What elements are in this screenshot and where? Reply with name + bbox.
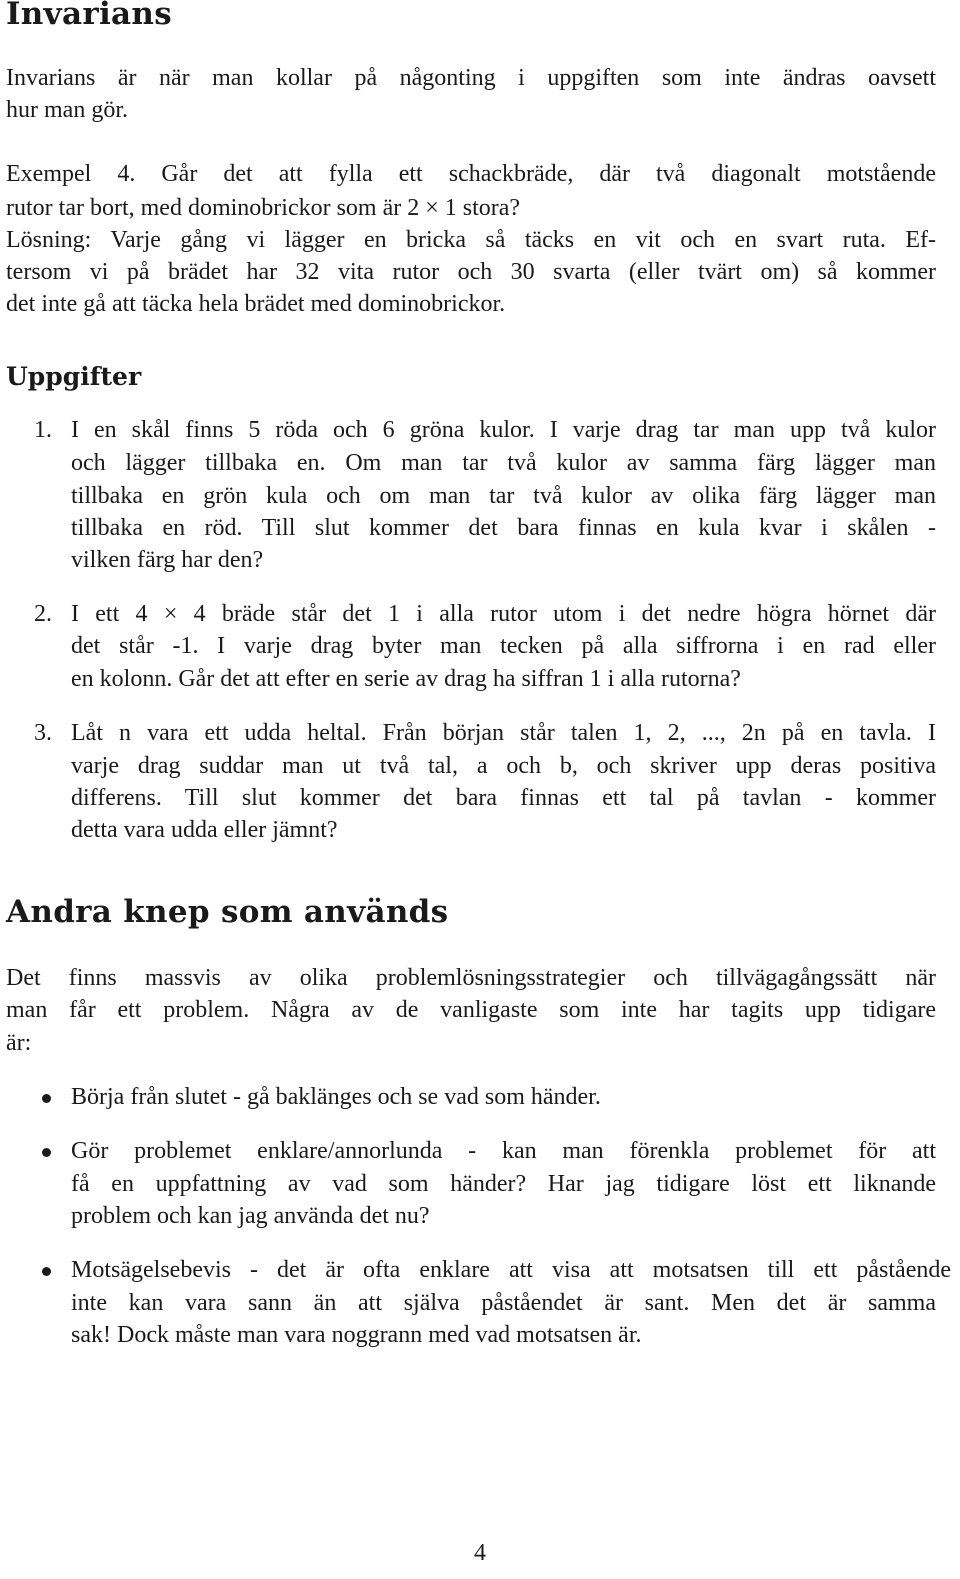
text-line: tersom vi på brädet har 32 vita rutor och 30 svarta (eller tvärt om) så kommer xyxy=(6,259,936,285)
text-line: varje drag suddar man ut två tal, a och b, och skriver upp deras positiva xyxy=(71,753,936,779)
text-line: I en skål finns 5 röda och 6 gröna kulor. I varje drag tar man upp två kulor xyxy=(71,417,936,443)
text-line: Låt n vara ett udda heltal. Från början står talen 1, 2, ..., 2n på en tavla. I xyxy=(71,720,936,746)
section-title-andra-knep: Andra knep som används xyxy=(6,894,449,930)
exercise-number: 1. xyxy=(34,417,52,443)
text-line: Börja från slutet - gå baklänges och se vad som händer. xyxy=(71,1084,601,1110)
bullet-icon xyxy=(42,1267,51,1276)
text-line: Lösning: Varje gång vi lägger en bricka så täcks en vit och en svart ruta. Ef- xyxy=(6,227,936,253)
text-line: tillbaka en grön kula och om man tar två kulor av olika färg lägger man xyxy=(71,483,936,509)
text-line: sak! Dock måste man vara noggrann med vad motsatsen är. xyxy=(71,1322,642,1348)
bullet-icon xyxy=(42,1094,51,1103)
text-line: en kolonn. Går det att efter en serie av drag ha siffran 1 i alla rutorna? xyxy=(71,666,741,692)
text-line: I ett 4 × 4 bräde står det 1 i alla rutor utom i det nedre högra hörnet där xyxy=(71,601,936,627)
text-line: man får ett problem. Några av de vanligaste som inte har tagits upp tidigare xyxy=(6,997,936,1023)
text-line: Invarians är när man kollar på någonting i uppgiften som inte ändras oavsett xyxy=(6,65,936,91)
text-line: hur man gör. xyxy=(6,97,128,123)
text-line: det inte gå att täcka hela brädet med dominobrickor. xyxy=(6,291,506,317)
section-title-invarians: Invarians xyxy=(6,0,173,32)
text-line: problem och kan jag använda det nu? xyxy=(71,1203,430,1229)
text-line: tillbaka en röd. Till slut kommer det bara finnas en kula kvar i skålen - xyxy=(71,515,936,541)
text-line: Gör problemet enklare/annorlunda - kan man förenkla problemet för att xyxy=(71,1138,936,1164)
text-line: och lägger tillbaka en. Om man tar två kulor av samma färg lägger man xyxy=(71,450,936,476)
text-line: rutor tar bort, med dominobrickor som är 2 × 1 stora? xyxy=(6,195,521,221)
exercise-number: 3. xyxy=(34,720,52,746)
exercise-number: 2. xyxy=(34,601,52,627)
page-number: 4 xyxy=(474,1540,486,1566)
text-line: vilken färg har den? xyxy=(71,547,264,573)
text-line: Motsägelsebevis - det är ofta enklare att visa att motsatsen till ett påstående xyxy=(71,1257,951,1283)
text-line: detta vara udda eller jämnt? xyxy=(71,817,338,843)
text-line: Exempel 4. Går det att fylla ett schackbräde, där två diagonalt motstående xyxy=(6,161,936,187)
subsection-title-uppgifter: Uppgifter xyxy=(6,362,142,391)
bullet-icon xyxy=(42,1148,51,1157)
text-line: det står -1. I varje drag byter man tecken på alla siffrorna i en rad eller xyxy=(71,633,936,659)
text-line: få en uppfattning av vad som händer? Har jag tidigare löst ett liknande xyxy=(71,1171,936,1197)
text-line: differens. Till slut kommer det bara finnas ett tal på tavlan - kommer xyxy=(71,785,936,811)
text-line: inte kan vara sann än att själva påståendet är sant. Men det är samma xyxy=(71,1290,936,1316)
text-line: Det finns massvis av olika problemlösningsstrategier och tillvägagångssätt när xyxy=(6,965,936,991)
text-line: är: xyxy=(6,1030,32,1056)
